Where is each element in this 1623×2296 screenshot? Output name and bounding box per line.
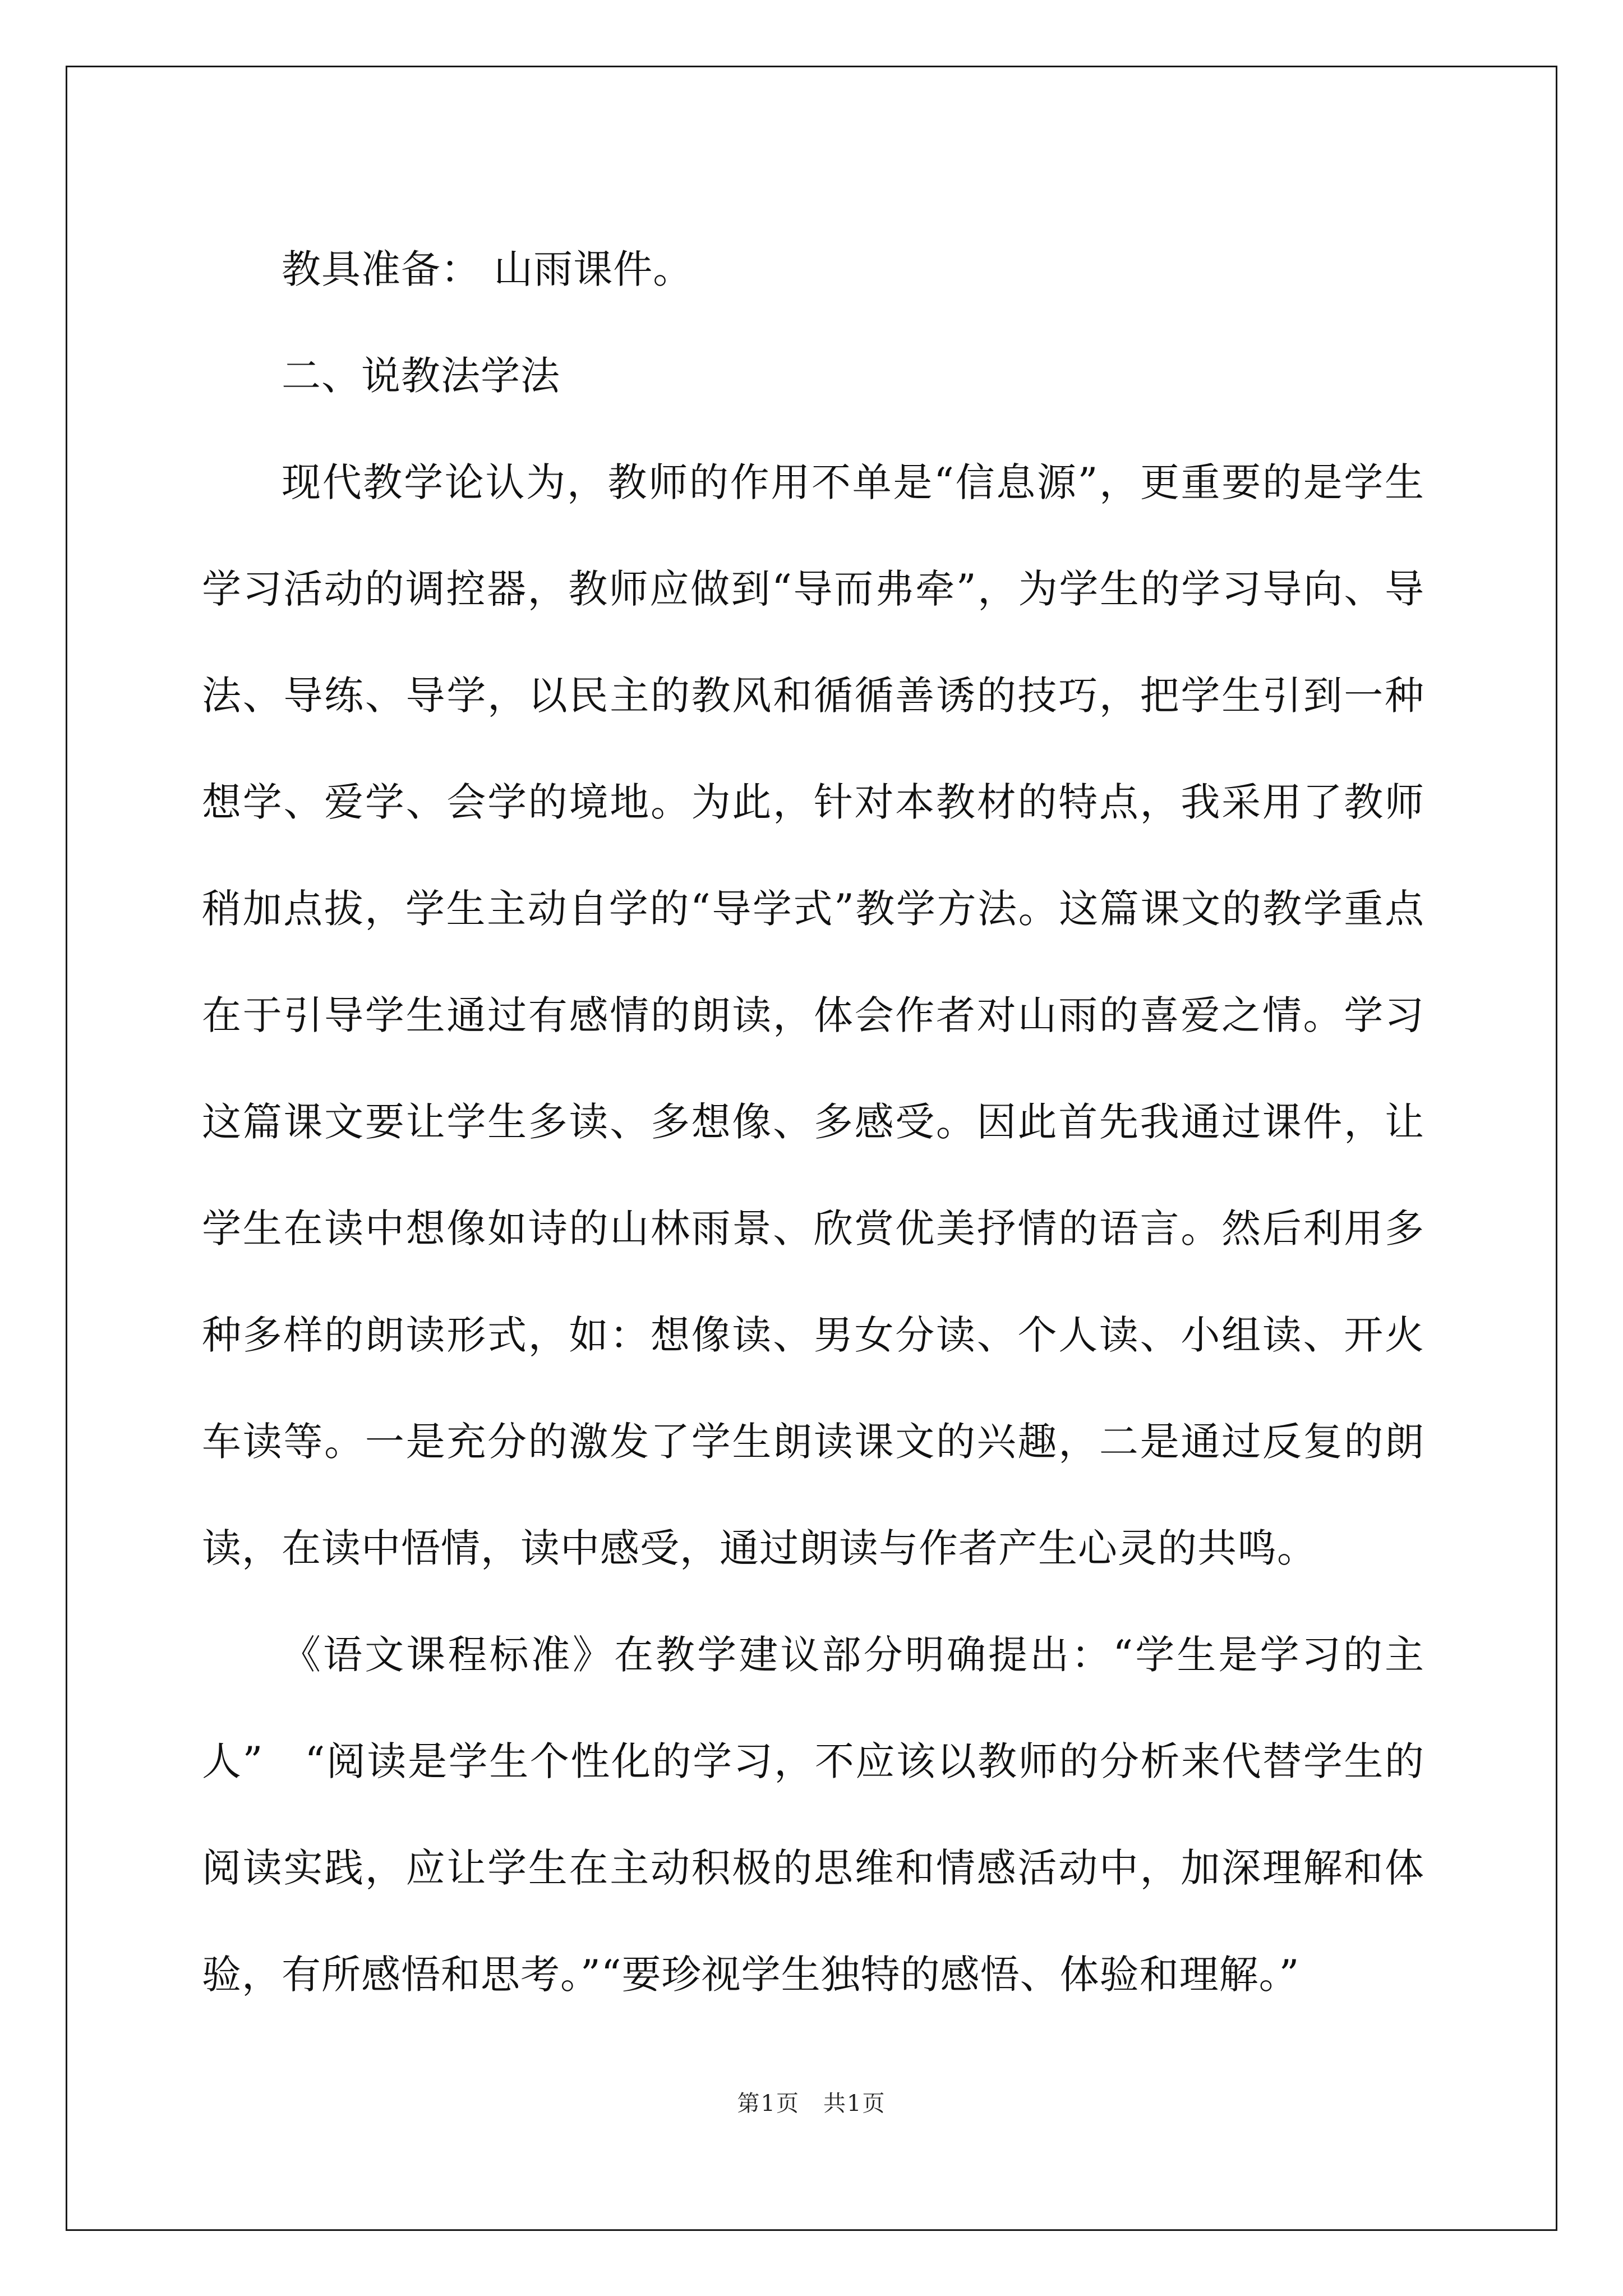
paragraph-curriculum-standard: 《语文课程标准》在教学建议部分明确提出：“学生是学习的主人” “阅读是学生个性化的学习，不应该以教师的分析来代替学生的阅读实践，应让学生在主动积极的思维和情感活动中，加深理解和体验，有所感悟和思考。”“要珍视学生独特的感悟、体验和理解。” [202,1632,1424,1998]
paragraph-materials: 教具准备： 山雨课件。 [282,246,693,292]
page-number-footer: 第1页 共1页 [737,2091,886,2116]
paragraph-teaching-theory: 现代教学论认为，教师的作用不单是“信息源”，更重要的是学生学习活动的调控器，教师应做到“导而弗牵”，为学生的学习导向、导法、导练、导学，以民主的教风和循循善诱的技巧，把学生引到一种想学、爱学、会学的境地。为此，针对本教材的特点，我采用了教师稍加点拔，学生主动自学的“导学式”教学方法。这篇课文的教学重点在于引导学生通过有感情的朗读，体会作者对山雨的喜爱之情。学习这篇课文要让学生多读、多想像、多感受。因此首先我通过课件，让学生在读中想像如诗的山林雨景、欣赏优美抒情的语言。然后利用多种多样的朗读形式，如：想像读、男女分读、个人读、小组读、开火车读等。一是充分的激发了学生朗读课文的兴趣，二是通过反复的朗读，在读中悟情，读中感受，通过朗读与作者产生心灵的共鸣。 [202,459,1424,1571]
section-heading-methods: 二、说教法学法 [282,353,560,399]
document-body [202,216,1424,2028]
